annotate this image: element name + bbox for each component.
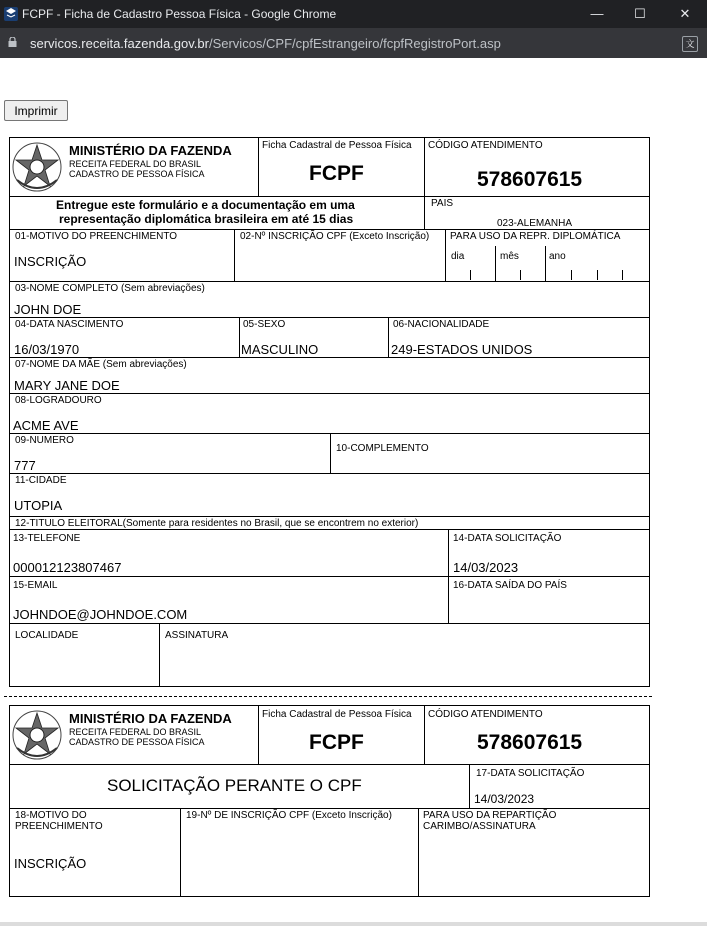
phone-label: 13-TELEFONE <box>13 533 81 544</box>
divider <box>9 196 650 197</box>
phone-value: 000012123807467 <box>13 560 122 575</box>
divider <box>9 623 650 624</box>
reason-label: 01-MOTIVO DO PREENCHIMENTO <box>15 231 178 242</box>
birth-date-value: 16/03/1970 <box>14 342 80 357</box>
divider <box>469 764 470 808</box>
minimize-icon[interactable]: — <box>590 6 604 21</box>
divider <box>258 137 259 196</box>
ministry-sub-line-1: RECEITA FEDERAL DO BRASIL <box>69 159 202 169</box>
receipt-office-label-line-1: PARA USO DA REPARTIÇÃO <box>423 810 557 821</box>
street-label: 08-LOGRADOURO <box>15 395 102 406</box>
country-value: 023-ALEMANHA <box>497 218 573 229</box>
divider <box>159 623 160 687</box>
divider <box>9 808 650 809</box>
departure-date-label: 16-DATA SAÍDA DO PAÍS <box>453 580 567 591</box>
divider <box>239 317 240 357</box>
divider <box>9 576 650 577</box>
window-title: FCPF - Ficha de Cadastro Pessoa Física - Google Chrome <box>22 7 337 21</box>
signature-label: ASSINATURA <box>165 630 229 641</box>
form-title-label: Ficha Cadastral de Pessoa Física <box>262 709 412 720</box>
page-favicon-icon <box>4 7 18 21</box>
receipt-request-date-value: 14/03/2023 <box>474 792 535 806</box>
voter-id-label: 12-TITULO ELEITORAL(Somente para residentes no Brasil, que se encontrem no exterior) <box>15 518 419 529</box>
full-name-value: JOHN DOE <box>14 302 82 317</box>
birth-date-label: 04-DATA NASCIMENTO <box>15 319 124 330</box>
sex-label: 05-SEXO <box>243 319 286 330</box>
email-label: 15-EMAIL <box>13 580 58 591</box>
complement-label: 10-COMPLEMENTO <box>336 443 429 454</box>
attendance-code-value: 578607615 <box>477 731 583 754</box>
brazil-coat-of-arms-icon <box>11 140 63 194</box>
divider <box>388 317 389 357</box>
tick <box>597 270 598 280</box>
city-value: UTOPIA <box>14 498 63 513</box>
attendance-code-label: CÓDIGO ATENDIMENTO <box>428 140 543 151</box>
divider <box>9 357 650 358</box>
tick <box>622 270 623 280</box>
tick <box>520 270 521 280</box>
tick <box>571 270 572 280</box>
diplomatic-use-label: PARA USO DA REPR. DIPLOMÁTICA <box>450 231 621 242</box>
receipt-reason-label-line-1: 18-MOTIVO DO <box>15 810 87 821</box>
receipt-request-date-label: 17-DATA SOLICITAÇÃO <box>476 768 585 779</box>
lock-icon[interactable] <box>8 37 17 47</box>
country-label: PAIS <box>431 198 454 209</box>
cpf-number-label: 02-Nº INSCRIÇÃO CPF (Exceto Inscrição) <box>240 231 430 242</box>
divider <box>258 705 259 764</box>
instruction-line-1: Entregue este formulário e a documentação em uma <box>56 198 355 212</box>
translate-icon[interactable]: 文 <box>682 36 698 52</box>
print-button[interactable]: Imprimir <box>4 100 68 121</box>
divider <box>424 705 425 764</box>
divider <box>424 137 425 229</box>
close-icon[interactable]: ✕ <box>679 6 691 21</box>
nationality-value: 249-ESTADOS UNIDOS <box>391 342 533 357</box>
request-date-value: 14/03/2023 <box>453 560 519 575</box>
ministry-sub-line-2: CADASTRO DE PESSOA FÍSICA <box>69 737 205 747</box>
attendance-code-value: 578607615 <box>477 168 583 191</box>
city-label: 11-CIDADE <box>15 475 67 486</box>
ministry-sub-line-1: RECEITA FEDERAL DO BRASIL <box>69 727 202 737</box>
window-titlebar <box>0 0 707 28</box>
divider <box>445 229 446 281</box>
divider <box>9 317 650 318</box>
sex-value: MASCULINO <box>241 342 319 357</box>
divider <box>9 516 650 517</box>
number-value: 777 <box>14 458 36 473</box>
request-date-label: 14-DATA SOLICITAÇÃO <box>453 533 562 544</box>
receipt-title: SOLICITAÇÃO PERANTE O CPF <box>107 776 362 795</box>
divider <box>9 764 650 765</box>
address-bar[interactable] <box>0 28 707 58</box>
day-label: dia <box>451 251 465 262</box>
maximize-icon[interactable]: ☐ <box>634 6 646 21</box>
receipt-reason-label-line-2: PREENCHIMENTO <box>15 821 103 832</box>
divider <box>9 473 650 474</box>
url-path: /Servicos/CPF/cpfEstrangeiro/fcpfRegistroPort.asp <box>208 36 501 51</box>
divider <box>545 246 546 281</box>
divider <box>330 433 331 473</box>
ministry-name: MINISTÉRIO DA FAZENDA <box>69 143 232 158</box>
number-label: 09-NUMERO <box>15 435 74 446</box>
month-label: mês <box>500 251 519 262</box>
divider <box>9 529 650 530</box>
mother-name-label: 07-NOME DA MÃE (Sem abreviações) <box>15 359 187 370</box>
full-name-label: 03-NOME COMPLETO (Sem abreviações) <box>15 283 205 294</box>
instruction-line-2: representação diplomática brasileira em até 15 dias <box>59 212 354 226</box>
divider <box>9 229 650 230</box>
divider <box>9 393 650 394</box>
divider <box>180 808 181 897</box>
locality-label: LOCALIDADE <box>15 630 79 641</box>
receipt-reason-value: INSCRIÇÃO <box>14 856 87 871</box>
form-code: FCPF <box>309 731 364 754</box>
reason-value: INSCRIÇÃO <box>14 254 87 269</box>
ministry-sub-line-2: CADASTRO DE PESSOA FÍSICA <box>69 169 205 179</box>
receipt-office-label-line-2: CARIMBO/ASSINATURA <box>423 821 536 832</box>
url-host: servicos.receita.fazenda.gov.br <box>30 36 209 51</box>
ministry-name: MINISTÉRIO DA FAZENDA <box>69 711 232 726</box>
nationality-label: 06-NACIONALIDADE <box>393 319 490 330</box>
mother-name-value: MARY JANE DOE <box>14 378 120 393</box>
divider <box>9 281 650 282</box>
year-label: ano <box>549 251 566 262</box>
brazil-coat-of-arms-icon <box>11 708 63 762</box>
form-title-label: Ficha Cadastral de Pessoa Física <box>262 140 412 151</box>
email-value: JOHNDOE@JOHNDOE.COM <box>13 607 188 622</box>
tick <box>470 270 471 280</box>
cut-line <box>4 696 652 697</box>
receipt-cpf-label: 19-Nº DE INSCRIÇÃO CPF (Exceto Inscrição) <box>186 810 392 821</box>
form-code: FCPF <box>309 162 364 185</box>
divider <box>234 229 235 281</box>
url-text[interactable] <box>30 36 501 51</box>
street-value: ACME AVE <box>13 418 79 433</box>
window-bottom-edge <box>0 922 707 926</box>
attendance-code-label: CÓDIGO ATENDIMENTO <box>428 709 543 720</box>
divider <box>418 808 419 897</box>
divider <box>495 246 496 281</box>
